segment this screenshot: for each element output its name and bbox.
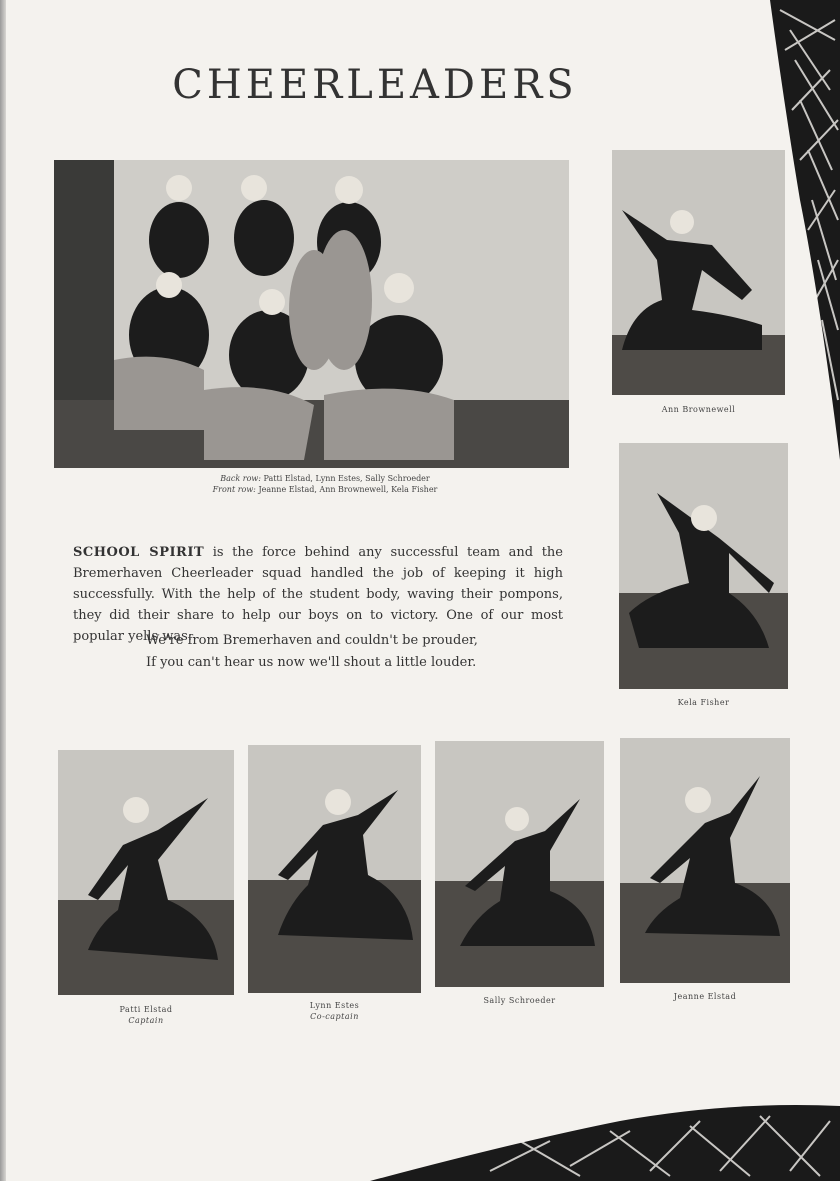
portrait-photo (620, 738, 790, 983)
body-lead: SCHOOL SPIRIT (73, 545, 205, 560)
cheer-verse (146, 630, 478, 674)
portrait-name: Jeanne Elstad (673, 992, 737, 1001)
back-row-label: Back row: (220, 474, 261, 483)
group-photo-caption (150, 473, 500, 495)
portrait-photo (248, 745, 421, 993)
portrait-name: Ann Brownewell (661, 405, 736, 414)
portrait-name: Patti Elstad (119, 1005, 173, 1014)
portrait-caption (248, 1000, 421, 1022)
front-row-names: Jeanne Elstad, Ann Brownewell, Kela Fisher (258, 485, 438, 494)
portrait-name: Kela Fisher (677, 698, 730, 707)
body-text: is the force behind any successful team and the Bremerhaven Cheerleader squad handled the job of keeping it high successfully. With the help of the student body, waving their pompons, they did their share to help our boys on to victory. One of our most popular yells was: (73, 545, 563, 644)
portrait-photo (435, 741, 604, 987)
portrait-photo (619, 443, 788, 689)
portrait-caption (620, 991, 790, 1002)
portrait-caption (58, 1004, 234, 1026)
portrait-caption (619, 697, 788, 708)
portrait-photo (58, 750, 234, 995)
verse-line-1: We're from Bremerhaven and couldn't be prouder, (146, 633, 478, 648)
portrait-caption (435, 995, 604, 1006)
back-row-names: Patti Elstad, Lynn Estes, Sally Schroeder (263, 474, 430, 483)
front-row-label: Front row: (212, 485, 256, 494)
portrait-role: Co-captain (310, 1012, 359, 1021)
page-binding-edge (0, 0, 6, 1181)
portrait-name: Lynn Estes (309, 1001, 360, 1010)
group-photo (54, 160, 569, 468)
portrait-photo (612, 150, 785, 395)
page-title: CHEERLEADERS (172, 62, 578, 108)
portrait-name: Sally Schroeder (483, 996, 556, 1005)
verse-line-2: If you can't hear us now we'll shout a little louder. (146, 655, 477, 670)
portrait-role: Captain (128, 1016, 164, 1025)
decorative-scribble-bottom (370, 1101, 840, 1181)
portrait-caption (612, 404, 785, 415)
